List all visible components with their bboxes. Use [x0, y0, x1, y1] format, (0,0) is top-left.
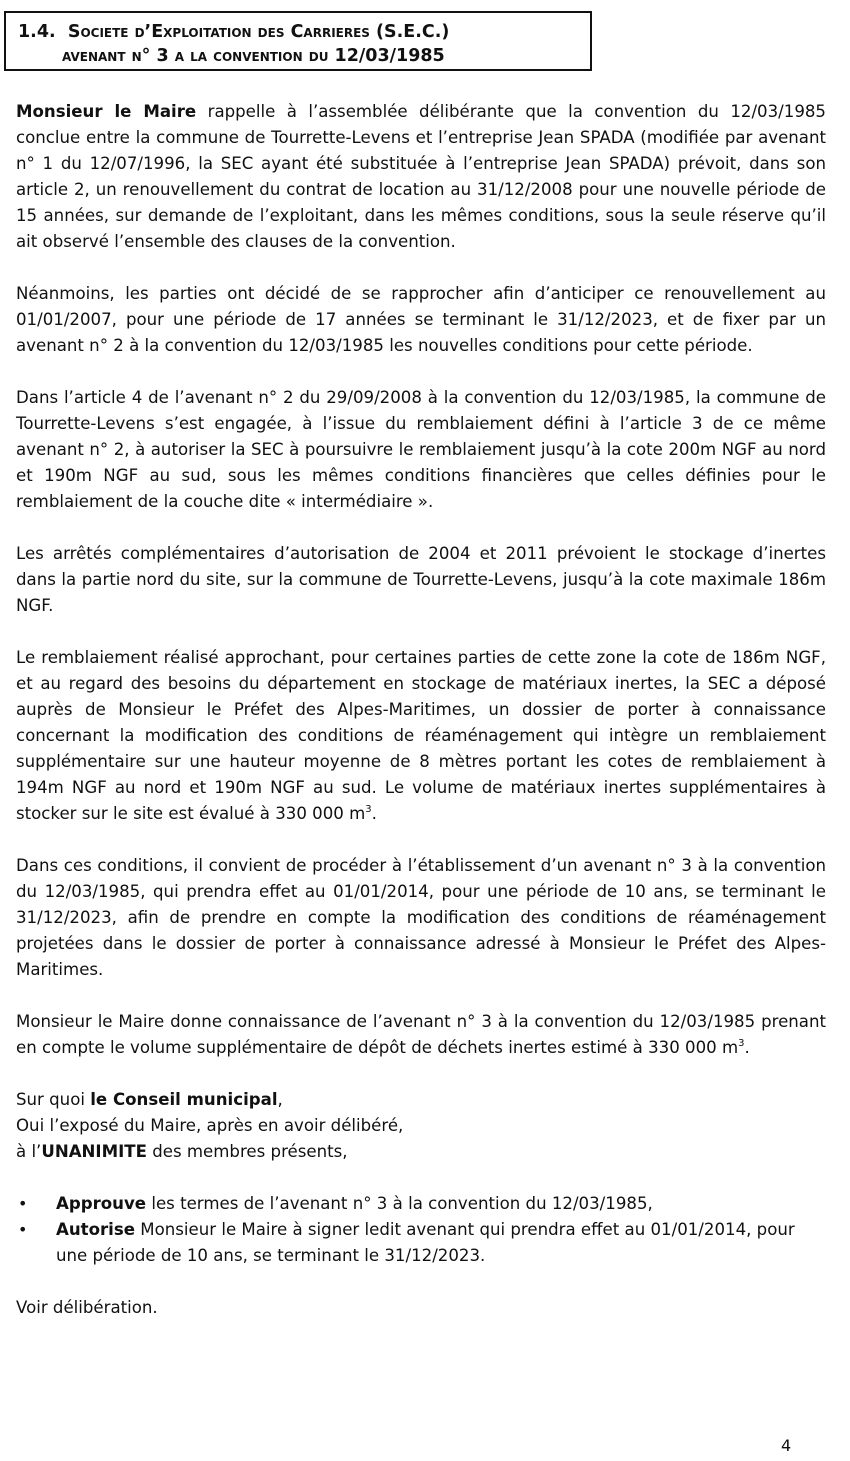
- decision-line-2: Oui l’exposé du Maire, après en avoir délibéré,: [16, 1116, 404, 1135]
- unanimity-label: UNANIMITE: [41, 1142, 147, 1161]
- paragraph-1-subject: Monsieur le Maire: [16, 102, 197, 121]
- list-item: [16, 1191, 826, 1217]
- section-subtitle: avenant n° 3 a la convention du 12/03/1985: [62, 46, 445, 66]
- section-title-line1: [18, 21, 449, 43]
- action-verb: Approuve: [56, 1194, 147, 1213]
- decision-line-3-post: des membres présents,: [146, 1142, 348, 1161]
- paragraph-5-text: Le remblaiement réalisé approchant, pour certaines parties de cette zone la cote de 186m NGF, et au regard des besoins du département en stockage de matériaux inertes, la SEC a déposé auprès de Monsieur le Préfet des Alpes-Maritimes, un dossier de porter à connaissance concernant la modification des conditions de réaménagement qui intègre un remblaiement supplémentaire sur une hauteur moyenne de 8 mètres portant les cotes de remblaiement à 194m NGF au nord et 190m NGF au sud. Le volume de matériaux inertes supplémentaires à stocker sur le site est évalué à 330 000 m: [16, 648, 826, 823]
- paragraph-5: [16, 645, 826, 827]
- section-title-box: [4, 11, 592, 71]
- paragraph-5-end: .: [371, 804, 377, 823]
- paragraph-7: [16, 1009, 826, 1061]
- paragraph-4: Les arrêtés complémentaires d’autorisation de 2004 et 2011 prévoient le stockage d’inertes dans la partie nord du site, sur la commune de Tourrette-Levens, jusqu’à la cote maximale 186m NGF.: [16, 544, 826, 615]
- page-number: 4: [781, 1436, 792, 1455]
- bullet-icon: •: [18, 1194, 28, 1213]
- action-list: [16, 1191, 826, 1269]
- decision-line-3-pre: à l’: [16, 1142, 42, 1161]
- action-verb: Autorise: [56, 1220, 135, 1239]
- paragraph-7-end: .: [744, 1038, 750, 1057]
- footer-note: Voir délibération.: [16, 1298, 158, 1317]
- decision-line-1-post: ,: [277, 1090, 283, 1109]
- decision-block: [16, 1087, 826, 1165]
- paragraph-2: Néanmoins, les parties ont décidé de se rapprocher afin d’anticiper ce renouvellement au 01/01/2007, pour une période de 17 années se terminant le 31/12/2023, et de fixer par un avenant n° 2 à la convention du 12/03/1985 les nouvelles conditions pour cette période.: [16, 284, 826, 355]
- decision-line-3: [16, 1139, 826, 1165]
- decision-line-1: [16, 1087, 826, 1113]
- paragraph-7-text: Monsieur le Maire donne connaissance de l’avenant n° 3 à la convention du 12/03/1985 prenant en compte le volume supplémentaire de dépôt de déchets inertes estimé à 330 000 m: [16, 1012, 826, 1057]
- paragraph-1: [16, 99, 826, 255]
- decision-line-1-pre: Sur quoi: [16, 1090, 91, 1109]
- list-item: [16, 1217, 826, 1269]
- paragraph-5-superscript: 3: [365, 804, 372, 815]
- action-text: Monsieur le Maire à signer ledit avenant qui prendra effet au 01/01/2014, pour une période de 10 ans, se terminant le 31/12/2023.: [56, 1220, 795, 1265]
- bullet-icon: •: [18, 1220, 28, 1239]
- section-number: 1.4.: [18, 22, 56, 42]
- document-body: [16, 99, 826, 1347]
- paragraph-7-superscript: 3: [738, 1038, 745, 1049]
- paragraph-1-text: rappelle à l’assemblée délibérante que la convention du 12/03/1985 conclue entre la commune de Tourrette-Levens et l’entreprise Jean SPADA (modifiée par avenant n° 1 du 12/07/1996, la SEC ayant été substituée à l’entreprise Jean SPADA) prévoit, dans son article 2, un renouvellement du contrat de location au 31/12/2008 pour une nouvelle période de 15 années, sur demande de l’exploitant, dans les mêmes conditions, sous la seule réserve qu’il ait observé l’ensemble des clauses de la convention.: [16, 102, 826, 251]
- action-text: les termes de l’avenant n° 3 à la convention du 12/03/1985,: [146, 1194, 653, 1213]
- council-label: le Conseil municipal: [90, 1090, 278, 1109]
- section-title: Societe d’Exploitation des Carrieres (S.E.C.): [67, 22, 450, 42]
- paragraph-6: Dans ces conditions, il convient de procéder à l’établissement d’un avenant n° 3 à la convention du 12/03/1985, qui prendra effet au 01/01/2014, pour une période de 10 ans, se terminant le 31/12/2023, afin de prendre en compte la modification des conditions de réaménagement projetées dans le dossier de porter à connaissance adressé à Monsieur le Préfet des Alpes-Maritimes.: [16, 856, 826, 979]
- paragraph-3: Dans l’article 4 de l’avenant n° 2 du 29/09/2008 à la convention du 12/03/1985, la commune de Tourrette-Levens s’est engagée, à l’issue du remblaiement défini à l’article 3 de ce même avenant n° 2, à autoriser la SEC à poursuivre le remblaiement jusqu’à la cote 200m NGF au nord et 190m NGF au sud, sous les mêmes conditions financières que celles définies pour le remblaiement de la couche dite « intermédiaire ».: [16, 388, 826, 511]
